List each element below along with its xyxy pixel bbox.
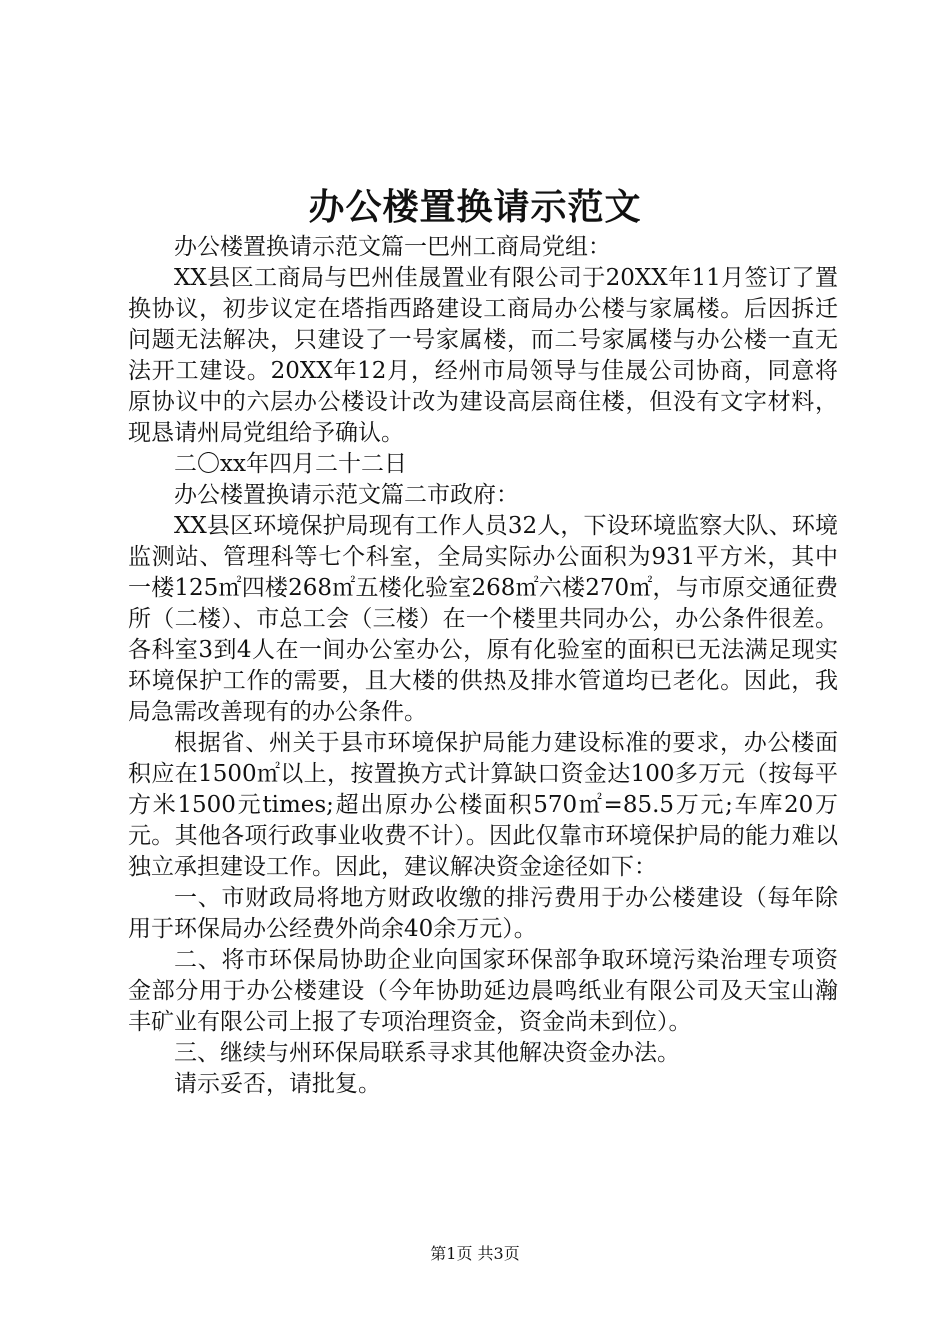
paragraph-item-2: 二、将市环保局协助企业向国家环保部争取环境污染治理专项资金部分用于办公楼建设（今年协助延边晨鸣纸业有限公司及天宝山瀚丰矿业有限公司上报了专项治理资金，资金尚未到位）。	[128, 947, 838, 1035]
page-footer: 第1页 共3页	[430, 1244, 520, 1263]
paragraph-body-1: XX县区工商局与巴州佳晟置业有限公司于20XX年11月签订了置换协议，初步议定在塔指西路建设工商局办公楼与家属楼。后因拆迁问题无法解决，只建设了一号家属楼，而二号家属楼与办公楼一直无法开工建设。20XX年12月，经州市局领导与佳晟公司协商，同意将原协议中的六层办公楼设计改为建设高层商住楼，但没有文字材料，现恳请州局党组给予确认。	[128, 265, 838, 446]
paragraph-salutation-1: 办公楼置换请示范文篇一巴州工商局党组：	[174, 234, 611, 260]
paragraph-item-1: 一、市财政局将地方财政收缴的排污费用于办公楼建设（每年除用于环保局办公经费外尚余40余万元）。	[128, 885, 838, 942]
document-title: 办公楼置换请示范文	[308, 186, 642, 228]
document-body	[128, 232, 838, 1100]
paragraph-body-2: XX县区环境保护局现有工作人员32人，下设环境监察大队、环境监测站、管理科等七个科室，全局实际办公面积为931平方米，其中一楼125㎡四楼268㎡五楼化验室268㎡六楼270㎡，与市原交通征费所（二楼）、市总工会（三楼）在一个楼里共同办公，办公条件很差。各科室3到4人在一间办公室办公，原有化验室的面积已无法满足现实环境保护工作的需要，且大楼的供热及排水管道均已老化。因此，我局急需改善现有的办公条件。	[128, 513, 838, 725]
paragraph-body-3: 根据省、州关于县市环境保护局能力建设标准的要求，办公楼面积应在1500㎡以上，按置换方式计算缺口资金达100多万元（按每平方米1500元times;超出原办公楼面积570㎡=85.5万元;车库20万元。其他各项行政事业收费不计）。因此仅靠市环境保护局的能力难以独立承担建设工作。因此，建议解决资金途径如下：	[128, 730, 838, 880]
paragraph-closing: 请示妥否，请批复。	[174, 1071, 381, 1097]
paragraph-date: 二〇xx年四月二十二日	[174, 451, 407, 477]
paragraph-salutation-2: 办公楼置换请示范文篇二市政府：	[174, 482, 519, 508]
paragraph-item-3: 三、继续与州环保局联系寻求其他解决资金办法。	[174, 1040, 680, 1066]
